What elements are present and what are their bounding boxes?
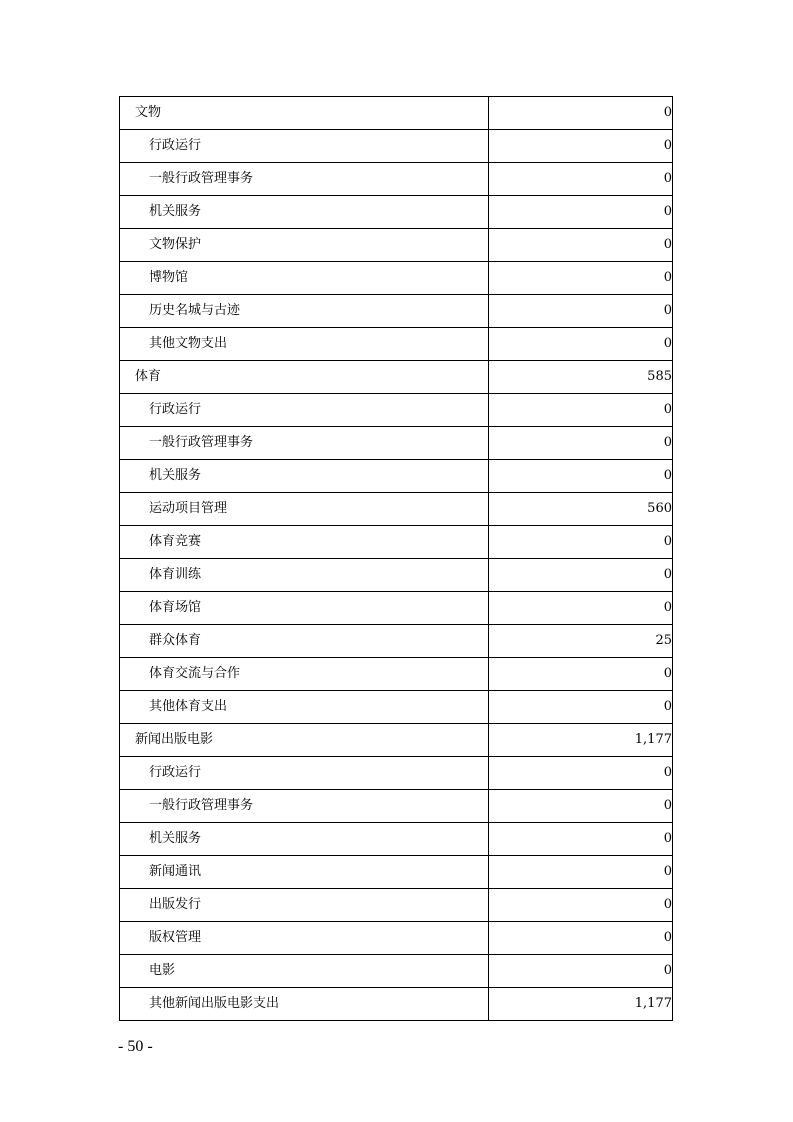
category-name-cell: 新闻出版电影 [120, 724, 489, 757]
item-name-cell: 体育场馆 [120, 592, 489, 625]
table-row [120, 625, 673, 658]
amount-cell: 1,177 [489, 724, 673, 757]
item-name-cell: 一般行政管理事务 [120, 427, 489, 460]
table-row [120, 757, 673, 790]
amount-cell: 0 [489, 790, 673, 823]
category-name-cell: 体育 [120, 361, 489, 394]
amount-cell: 0 [489, 658, 673, 691]
table-row [120, 691, 673, 724]
table-row [120, 394, 673, 427]
item-name-cell: 行政运行 [120, 394, 489, 427]
table-row [120, 229, 673, 262]
table-row [120, 922, 673, 955]
amount-cell: 0 [489, 592, 673, 625]
category-name-cell: 文物 [120, 97, 489, 130]
table-row [120, 328, 673, 361]
item-name-cell: 体育交流与合作 [120, 658, 489, 691]
item-name-cell: 出版发行 [120, 889, 489, 922]
table-row [120, 262, 673, 295]
item-name-cell: 博物馆 [120, 262, 489, 295]
table-row [120, 988, 673, 1021]
item-name-cell: 电影 [120, 955, 489, 988]
table-row [120, 460, 673, 493]
table-row [120, 889, 673, 922]
item-name-cell: 其他体育支出 [120, 691, 489, 724]
table-row [120, 493, 673, 526]
item-name-cell: 其他新闻出版电影支出 [120, 988, 489, 1021]
item-name-cell: 文物保护 [120, 229, 489, 262]
table-row [120, 955, 673, 988]
table-row [120, 526, 673, 559]
amount-cell: 560 [489, 493, 673, 526]
amount-cell: 0 [489, 328, 673, 361]
amount-cell: 0 [489, 559, 673, 592]
amount-cell: 0 [489, 97, 673, 130]
amount-cell: 0 [489, 922, 673, 955]
table-row [120, 130, 673, 163]
table-row [120, 724, 673, 757]
table-row [120, 856, 673, 889]
item-name-cell: 版权管理 [120, 922, 489, 955]
amount-cell: 0 [489, 856, 673, 889]
budget-table [119, 96, 673, 1021]
amount-cell: 0 [489, 460, 673, 493]
table-row [120, 823, 673, 856]
item-name-cell: 机关服务 [120, 823, 489, 856]
item-name-cell: 历史名城与古迹 [120, 295, 489, 328]
item-name-cell: 一般行政管理事务 [120, 163, 489, 196]
item-name-cell: 体育竞赛 [120, 526, 489, 559]
table-row [120, 163, 673, 196]
table-row [120, 97, 673, 130]
item-name-cell: 行政运行 [120, 757, 489, 790]
amount-cell: 0 [489, 691, 673, 724]
amount-cell: 0 [489, 823, 673, 856]
budget-table-body [120, 97, 673, 1021]
table-row [120, 559, 673, 592]
amount-cell: 25 [489, 625, 673, 658]
table-row [120, 592, 673, 625]
item-name-cell: 行政运行 [120, 130, 489, 163]
item-name-cell: 一般行政管理事务 [120, 790, 489, 823]
amount-cell: 0 [489, 889, 673, 922]
table-row [120, 295, 673, 328]
amount-cell: 0 [489, 196, 673, 229]
item-name-cell: 群众体育 [120, 625, 489, 658]
amount-cell: 0 [489, 526, 673, 559]
item-name-cell: 机关服务 [120, 196, 489, 229]
table-row [120, 790, 673, 823]
amount-cell: 0 [489, 394, 673, 427]
amount-cell: 0 [489, 130, 673, 163]
amount-cell: 0 [489, 295, 673, 328]
amount-cell: 0 [489, 955, 673, 988]
item-name-cell: 机关服务 [120, 460, 489, 493]
amount-cell: 0 [489, 262, 673, 295]
table-row [120, 196, 673, 229]
amount-cell: 0 [489, 229, 673, 262]
item-name-cell: 新闻通讯 [120, 856, 489, 889]
item-name-cell: 运动项目管理 [120, 493, 489, 526]
item-name-cell: 其他文物支出 [120, 328, 489, 361]
amount-cell: 0 [489, 427, 673, 460]
item-name-cell: 体育训练 [120, 559, 489, 592]
amount-cell: 1,177 [489, 988, 673, 1021]
table-row [120, 427, 673, 460]
amount-cell: 0 [489, 163, 673, 196]
table-row [120, 658, 673, 691]
amount-cell: 585 [489, 361, 673, 394]
page-number: - 50 - [118, 1038, 153, 1055]
amount-cell: 0 [489, 757, 673, 790]
table-row [120, 361, 673, 394]
